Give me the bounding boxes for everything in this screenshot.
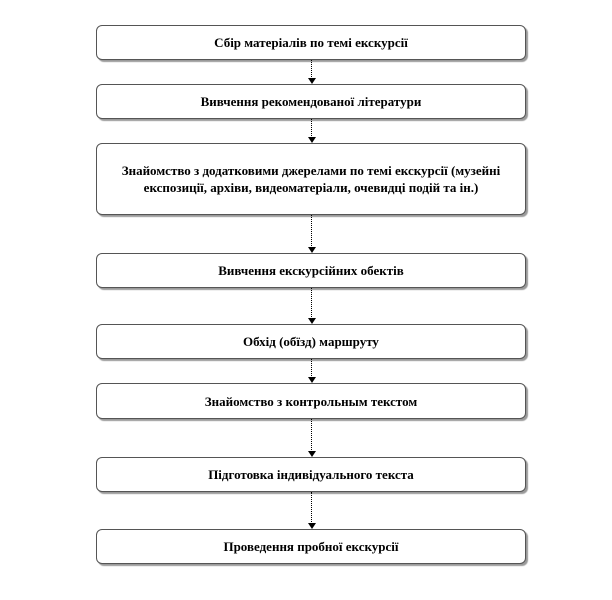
arrow-6-7	[306, 419, 318, 457]
step-5-box	[96, 324, 526, 359]
arrow-7-8	[306, 492, 318, 529]
step-3-label: Знайомство з додатковими джерелами по темі екскурсії (музейні експозиції, архіви, видеоматеріали, очевидці подій та ін.)	[121, 163, 501, 195]
step-2-box	[96, 84, 526, 119]
step-8-label: Проведення пробної екскурсії	[223, 539, 399, 554]
step-1-box	[96, 25, 526, 60]
step-5-label: Обхід (обїзд) маршруту	[243, 334, 379, 349]
step-1-label: Сбір матеріалів по темі екскурсії	[214, 35, 408, 50]
step-6-box	[96, 383, 526, 419]
step-7-label: Підготовка індивідуального текста	[208, 467, 414, 482]
step-4-label: Вивчення екскурсійних обектів	[218, 263, 404, 278]
arrow-3-4	[306, 215, 318, 253]
step-3-box	[96, 143, 526, 215]
arrow-2-3	[306, 119, 318, 143]
step-8-box	[96, 529, 526, 564]
arrow-5-6	[306, 359, 318, 383]
arrow-4-5	[306, 288, 318, 324]
step-6-label: Знайомство з контрольным текстом	[204, 393, 418, 409]
step-2-label: Вивчення рекомендованої літератури	[200, 94, 422, 109]
step-4-box	[96, 253, 526, 288]
step-7-box	[96, 457, 526, 492]
arrow-1-2	[306, 60, 318, 84]
